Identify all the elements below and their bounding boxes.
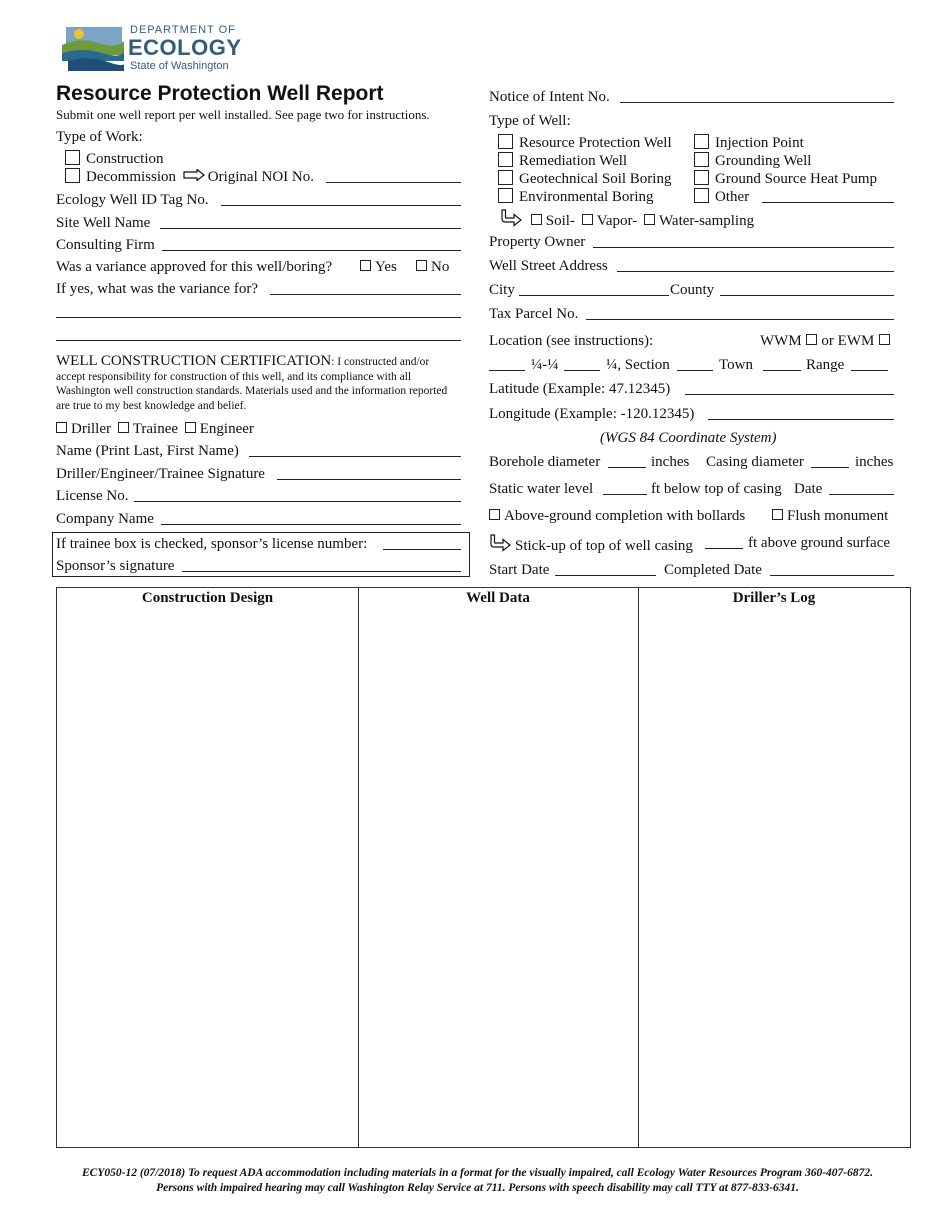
variance-for-label: If yes, what was the variance for? xyxy=(56,281,258,297)
completed-date-field[interactable] xyxy=(770,575,894,576)
quarter-quarter-field[interactable] xyxy=(489,370,525,371)
arrow-right-icon xyxy=(183,168,205,186)
wwm-label: WWM xyxy=(760,333,802,349)
geotechnical-checkbox[interactable] xyxy=(498,170,513,185)
signature-label: Driller/Engineer/Trainee Signature xyxy=(56,466,265,482)
driller-label: Driller xyxy=(71,421,111,437)
longitude-label: Longitude (Example: -120.12345) xyxy=(489,406,695,422)
tax-parcel-field[interactable] xyxy=(586,319,894,320)
name-field[interactable] xyxy=(249,456,461,457)
type-of-work-label: Type of Work: xyxy=(56,129,143,145)
variance-no-label: No xyxy=(431,259,450,275)
name-label: Name (Print Last, First Name) xyxy=(56,443,239,459)
soil-checkbox[interactable] xyxy=(531,214,542,225)
completed-date-label: Completed Date xyxy=(664,562,762,578)
longitude-field[interactable] xyxy=(708,419,894,420)
construction-checkbox[interactable] xyxy=(65,150,80,165)
driller-checkbox[interactable] xyxy=(56,422,67,433)
turn-arrow-icon xyxy=(489,534,511,557)
remediation-checkbox[interactable] xyxy=(498,152,513,167)
tag-no-field[interactable] xyxy=(221,205,461,206)
street-field[interactable] xyxy=(617,271,894,272)
heat-pump-label: Ground Source Heat Pump xyxy=(715,171,878,187)
decommission-label: Decommission xyxy=(86,169,176,185)
above-ground-option[interactable] xyxy=(489,507,745,525)
borehole-field[interactable] xyxy=(608,467,646,468)
footer-note: ECY050-12 (07/2018) To request ADA accommodation including materials in a format for the visually impaired, call Ecology Water Resources Program 360-407-6872. Persons with impaired hearing may call Washington Relay Service at 711. Persons with speech disability may call TTY at 877-833-6341. xyxy=(82,1167,873,1194)
soil-label: Soil- xyxy=(545,213,575,229)
wwm-ewm-options xyxy=(760,332,894,350)
construction-design-header: Construction Design xyxy=(141,590,274,606)
variance-no-option[interactable] xyxy=(416,258,449,276)
certification-text xyxy=(56,354,461,413)
flush-checkbox[interactable] xyxy=(772,509,783,520)
notice-of-intent-field[interactable] xyxy=(620,102,894,103)
range-label: Range xyxy=(806,357,845,373)
engineer-checkbox[interactable] xyxy=(185,422,196,433)
county-field[interactable] xyxy=(720,295,894,296)
latitude-label: Latitude (Example: 47.12345) xyxy=(489,381,671,397)
sampling-options xyxy=(500,209,754,232)
wgs-note: (WGS 84 Coordinate System) xyxy=(600,430,777,446)
ewm-label: or EWM xyxy=(821,333,875,349)
static-date-field[interactable] xyxy=(829,494,894,495)
page-subtitle: Submit one well report per well installed. See page two for instructions. xyxy=(56,107,430,122)
ft-below-label: ft below top of casing xyxy=(651,481,782,497)
role-options xyxy=(56,420,254,438)
license-label: License No. xyxy=(56,488,129,504)
sponsor-signature-field[interactable] xyxy=(182,571,461,572)
decommission-checkbox[interactable] xyxy=(65,168,80,183)
city-field[interactable] xyxy=(519,295,669,296)
variance-yes-checkbox[interactable] xyxy=(360,260,371,271)
water-sampling-label: Water-sampling xyxy=(658,213,755,229)
grounding-checkbox[interactable] xyxy=(694,152,709,167)
static-level-label: Static water level xyxy=(489,481,594,497)
trainee-checkbox[interactable] xyxy=(118,422,129,433)
variance-question: Was a variance approved for this well/boring? xyxy=(56,259,333,275)
notice-of-intent-label: Notice of Intent No. xyxy=(489,89,610,105)
property-owner-label: Property Owner xyxy=(489,234,586,250)
property-owner-field[interactable] xyxy=(593,247,894,248)
injection-checkbox[interactable] xyxy=(694,134,709,149)
range-field[interactable] xyxy=(851,370,888,371)
stickup-field[interactable] xyxy=(705,548,743,549)
logo-state: State of Washington xyxy=(130,60,229,72)
above-ground-checkbox[interactable] xyxy=(489,509,500,520)
decommission-option[interactable] xyxy=(65,168,314,186)
quarter-field[interactable] xyxy=(564,370,600,371)
static-date-label: Date xyxy=(794,481,823,497)
well-option-grounding[interactable] xyxy=(694,152,811,170)
city-label: City xyxy=(489,282,515,298)
injection-label: Injection Point xyxy=(715,135,804,151)
variance-yes-label: Yes xyxy=(375,259,397,275)
sponsor-license-label: If trainee box is checked, sponsor’s license number: xyxy=(56,536,368,552)
original-noi-field[interactable] xyxy=(326,182,461,183)
engineer-label: Engineer xyxy=(199,421,254,437)
certification-heading: WELL CONSTRUCTION CERTIFICATION xyxy=(56,353,332,369)
location-label: Location (see instructions): xyxy=(489,333,654,349)
stickup-label: Stick-up of top of well casing xyxy=(515,538,693,554)
flush-label: Flush monument xyxy=(787,508,889,524)
variance-line-3[interactable] xyxy=(56,340,461,341)
other-label: Other xyxy=(715,189,750,205)
drillers-log-header: Driller’s Log xyxy=(732,590,816,606)
well-log-table xyxy=(56,587,911,1148)
casing-inches: inches xyxy=(855,454,894,470)
type-of-well-label: Type of Well: xyxy=(489,113,571,129)
borehole-label: Borehole diameter xyxy=(489,454,601,470)
heat-pump-checkbox[interactable] xyxy=(694,170,709,185)
trainee-label: Trainee xyxy=(132,421,179,437)
original-noi-label: Original NOI No. xyxy=(207,169,314,185)
resource-protection-checkbox[interactable] xyxy=(498,134,513,149)
ft-above-label: ft above ground surface xyxy=(748,535,891,551)
stickup-row xyxy=(489,534,693,557)
well-option-geotechnical[interactable] xyxy=(498,170,671,188)
consulting-firm-label: Consulting Firm xyxy=(56,237,155,253)
company-field[interactable] xyxy=(161,524,461,525)
vapor-checkbox[interactable] xyxy=(582,214,593,225)
well-option-remediation[interactable] xyxy=(498,152,627,170)
remediation-label: Remediation Well xyxy=(519,153,628,169)
other-checkbox[interactable] xyxy=(694,188,709,203)
signature-field[interactable] xyxy=(277,479,461,480)
consulting-firm-field[interactable] xyxy=(162,250,461,251)
other-field[interactable] xyxy=(762,202,894,203)
tax-parcel-label: Tax Parcel No. xyxy=(489,306,579,322)
page-title: Resource Protection Well Report xyxy=(56,82,384,105)
start-date-field[interactable] xyxy=(555,575,656,576)
town-label: Town xyxy=(719,357,753,373)
drillers-log-column[interactable] xyxy=(638,588,910,1147)
construction-design-column[interactable] xyxy=(57,588,359,1147)
wwm-checkbox[interactable] xyxy=(806,334,817,345)
sponsor-license-field[interactable] xyxy=(383,549,461,550)
well-data-column[interactable] xyxy=(358,588,639,1147)
casing-label: Casing diameter xyxy=(706,454,804,470)
well-option-environmental[interactable] xyxy=(498,188,654,206)
certification-body: : I constructed and/or accept responsibility for construction of this well, and its compliance with all Washington well construction standards. Materials used and the information reported are true to my best knowledge and belief. xyxy=(56,356,448,412)
construction-label: Construction xyxy=(86,151,164,167)
street-label: Well Street Address xyxy=(489,258,608,274)
license-field[interactable] xyxy=(134,501,461,502)
flush-option[interactable] xyxy=(772,507,888,525)
logo-department: DEPARTMENT OF xyxy=(130,24,236,36)
logo-ecology: ECOLOGY xyxy=(128,35,242,60)
latitude-field[interactable] xyxy=(685,394,894,395)
grounding-label: Grounding Well xyxy=(715,153,812,169)
variance-for-field[interactable] xyxy=(270,294,461,295)
well-option-heat-pump[interactable] xyxy=(694,170,877,188)
above-ground-label: Above-ground completion with bollards xyxy=(504,508,746,524)
site-well-name-label: Site Well Name xyxy=(56,215,151,231)
section-field[interactable] xyxy=(677,370,713,371)
company-label: Company Name xyxy=(56,511,154,527)
quarter-quarter-label: ¼-¼ xyxy=(531,357,559,373)
resource-protection-label: Resource Protection Well xyxy=(519,135,672,151)
environmental-checkbox[interactable] xyxy=(498,188,513,203)
vapor-label: Vapor- xyxy=(596,213,638,229)
environmental-label: Environmental Boring xyxy=(519,189,654,205)
site-well-name-field[interactable] xyxy=(160,228,461,229)
ecology-logo xyxy=(62,24,242,74)
county-label: County xyxy=(670,282,715,298)
sponsor-signature-label: Sponsor’s signature xyxy=(56,558,175,574)
town-field[interactable] xyxy=(763,370,801,371)
well-option-injection[interactable] xyxy=(694,134,804,152)
section-label: ¼, Section xyxy=(606,357,670,373)
variance-no-checkbox[interactable] xyxy=(416,260,427,271)
tag-no-label: Ecology Well ID Tag No. xyxy=(56,192,209,208)
water-sampling-checkbox[interactable] xyxy=(644,214,655,225)
start-date-label: Start Date xyxy=(489,562,550,578)
variance-yes-option[interactable] xyxy=(360,258,397,276)
borehole-inches: inches xyxy=(651,454,690,470)
static-level-field[interactable] xyxy=(603,494,647,495)
well-option-resource-protection[interactable] xyxy=(498,134,672,152)
turn-arrow-icon xyxy=(500,209,522,232)
variance-line-2[interactable] xyxy=(56,317,461,318)
ewm-checkbox[interactable] xyxy=(879,334,890,345)
well-option-other[interactable] xyxy=(694,188,749,206)
construction-option[interactable] xyxy=(65,150,164,168)
well-data-header: Well Data xyxy=(466,590,530,606)
landscape-logo-icon xyxy=(62,25,124,73)
casing-field[interactable] xyxy=(811,467,849,468)
geotechnical-label: Geotechnical Soil Boring xyxy=(519,171,672,187)
